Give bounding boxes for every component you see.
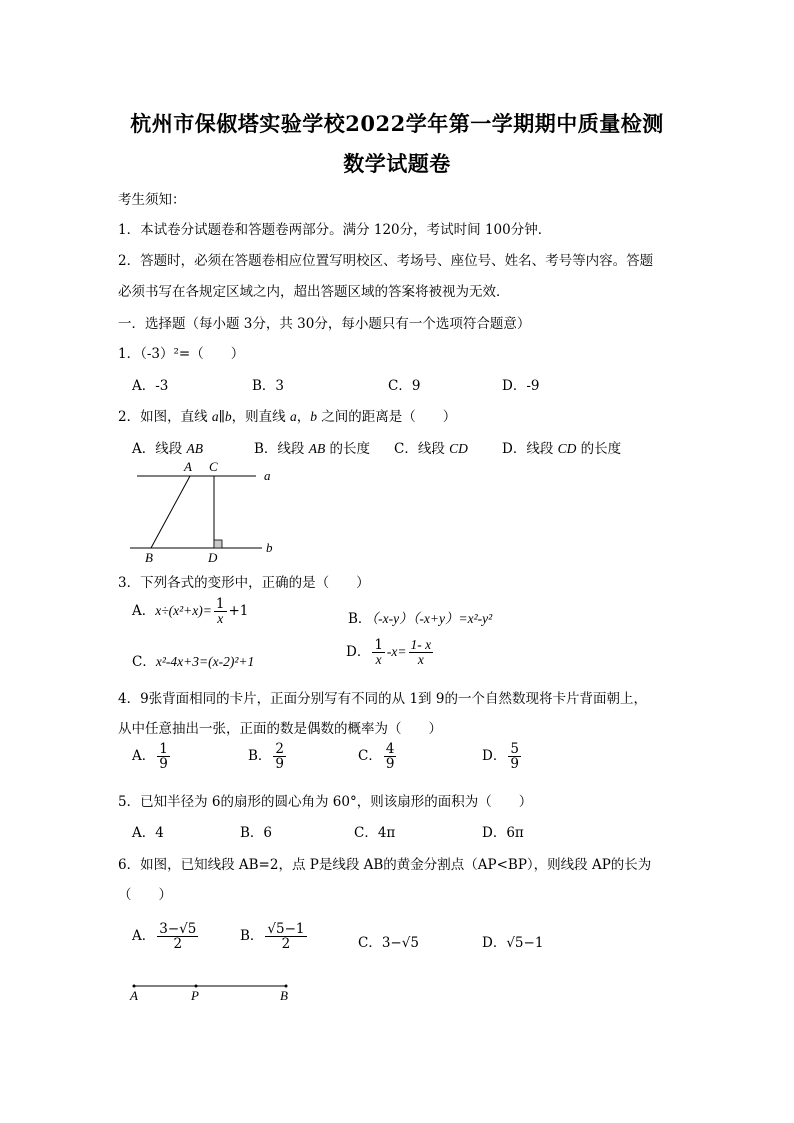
q4-c-fraction: $\frac{4}{9}$: [385, 741, 395, 773]
question-3-stem: 3．下列各式的变形中，正确的是（ ）: [118, 575, 370, 591]
fig-label-a: a: [264, 468, 271, 483]
exam-subtitle: 数学试题卷: [343, 151, 451, 176]
q2-option-a: A．线段 AB: [132, 441, 204, 457]
question-1-stem: 1．（-3）²=（ ）: [118, 346, 245, 362]
section-heading-choice: 一．选择题（每小题 3分，共 30分，每小题只有一个选项符合题意）: [118, 316, 531, 332]
fig-label-D: D: [208, 550, 218, 565]
fig-label-B: B: [145, 550, 153, 565]
notice-item-2: 2．答题时，必须在答题卷相应位置写明校区、考场号、座位号、姓名、考号等内容。答题: [118, 253, 654, 269]
q1-option-d: D．-9: [502, 378, 540, 394]
q3-a-fraction: $\frac{1}{x}$: [215, 596, 225, 627]
q3-option-b: B．（-x-y）（-x+y）=x²-y²: [348, 611, 493, 627]
q5-option-c: C．4π: [354, 825, 396, 841]
q1-option-a: A．-3: [132, 378, 169, 394]
q1-option-c: C．9: [388, 378, 421, 394]
fig-label-B2: B: [280, 988, 288, 1003]
question-6-stem: 6．如图，已知线段 AB=2，点 P是线段 AB的黄金分割点（AP<BP），则线段 AP的长为: [118, 857, 652, 873]
fig-label-A: A: [184, 459, 192, 474]
q6-option-a: A． $\frac{3-√5}{2}$: [132, 921, 197, 953]
q2-option-c: C．线段 CD: [394, 441, 468, 457]
fig-label-b: b: [266, 540, 273, 555]
q4-b-fraction: $\frac{2}{9}$: [275, 741, 285, 773]
question-4-stem: 4．9张背面相同的卡片，正面分别写有不同的从 1到 9的一个自然数现将卡片背面朝上，: [118, 691, 647, 707]
question-5-stem: 5．已知半径为 6的扇形的圆心角为 60°，则该扇形的面积为（ ）: [118, 794, 533, 810]
q4-option-b: B． $\frac{2}{9}$: [248, 741, 285, 773]
q4-d-fraction: $\frac{5}{9}$: [510, 741, 519, 773]
q5-option-b: B．6: [240, 825, 273, 841]
fig-label-C: C: [209, 459, 218, 474]
fig-label-P: P: [191, 988, 199, 1003]
exam-title: 杭州市保俶塔实验学校2022学年第一学期期中质量检测: [130, 111, 664, 136]
q4-a-fraction: $\frac{1}{9}$: [159, 741, 168, 773]
q6-option-c: C．3−√5: [358, 935, 419, 951]
q3-option-a: A．x÷(x²+x)= $\frac{1}{x}$ +1: [132, 596, 249, 627]
q6-b-fraction: $\frac{√5-1}{2}$: [267, 921, 305, 953]
q6-a-fraction: $\frac{3-√5}{2}$: [159, 921, 197, 953]
q3-option-c: C．x²-4x+3=(x-2)²+1: [132, 654, 255, 670]
q4-option-c: C． $\frac{4}{9}$: [358, 741, 395, 773]
notice-heading: 考生须知：: [118, 192, 186, 208]
question-4-stem-cont: 从中任意抽出一张，正面的数是偶数的概率为（ ）: [118, 721, 442, 737]
q2-option-d: D．线段 CD 的长度: [502, 441, 622, 457]
q6-option-d: D．√5−1: [482, 935, 544, 951]
question-2-stem: 2．如图，直线 a∥b，则直线 a，b 之间的距离是（ ）: [118, 409, 457, 425]
fig-label-A2: A: [130, 988, 138, 1003]
q6-option-b: B． $\frac{√5-1}{2}$: [240, 921, 305, 953]
q3-option-d: D． $\frac{1}{x}$ -x= $\frac{1- x}{x}$: [346, 637, 432, 668]
q3-d-fraction-right: $\frac{1- x}{x}$: [410, 637, 432, 668]
q4-option-d: D． $\frac{5}{9}$: [482, 741, 519, 773]
q3-d-fraction-left: $\frac{1}{x}$: [374, 637, 383, 668]
q5-option-a: A．4: [132, 825, 164, 841]
q4-option-a: A． $\frac{1}{9}$: [132, 741, 168, 773]
notice-item-1: 1．本试卷分试题卷和答题卷两部分。满分 120分，考试时间 100分钟．: [118, 222, 552, 238]
notice-item-2-cont: 必须书写在各规定区域之内，超出答题区域的答案将被视为无效．: [118, 284, 510, 300]
q5-option-d: D．6π: [482, 825, 524, 841]
q1-option-b: B．3: [252, 378, 285, 394]
q2-option-b: B．线段 AB 的长度: [254, 441, 371, 457]
question-6-stem-cont: （ ）: [118, 887, 172, 903]
